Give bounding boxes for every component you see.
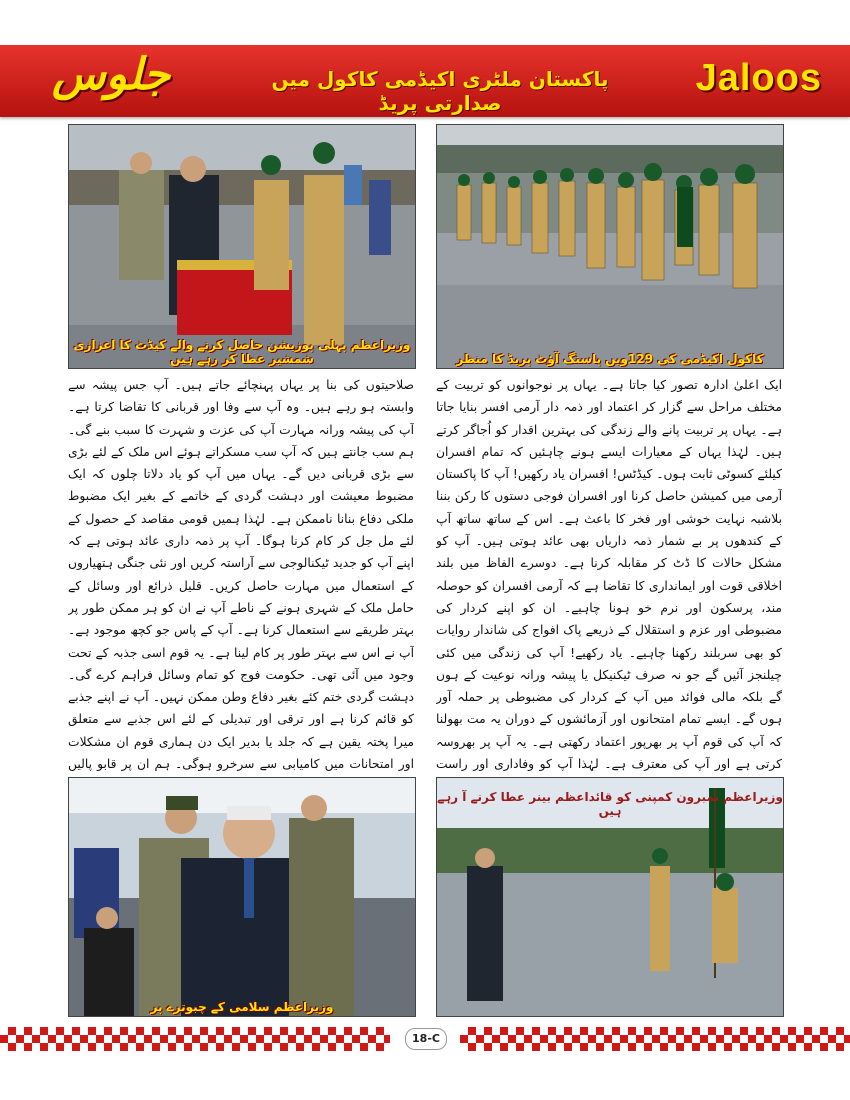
parade-photo xyxy=(436,124,784,369)
article-left-column xyxy=(68,374,414,774)
article-right-column xyxy=(436,374,782,774)
sword-presentation-photo xyxy=(68,124,416,369)
salute-photo xyxy=(68,777,416,1017)
parade-image xyxy=(437,125,783,368)
sword-presentation-image xyxy=(69,125,415,368)
salute-caption: وزیراعظم سلامی کے چبوترے پر xyxy=(150,1000,334,1014)
header-banner xyxy=(0,45,850,117)
parade-caption: کاکول اکیڈمی کی 129ویں پاسنگ آؤٹ پریڈ کا منظر xyxy=(456,352,764,366)
page-title: پاکستان ملٹری اکیڈمی کاکول میں صدارتی پریڈ xyxy=(271,67,609,115)
urdu-logo: جلوس xyxy=(52,49,171,100)
salute-image xyxy=(69,778,415,1016)
checker-pattern-left xyxy=(0,1027,390,1051)
banner-photo xyxy=(436,777,784,1017)
article-right-paragraph: ایک اعلیٰ ادارہ تصور کیا جاتا ہے۔ یہاں پر نوجوانوں کو تربیت کے مختلف مراحل سے گزار کر اعتماد اور ذمہ دار آرمی افسر بنایا جاتا ہے۔ یہاں پر تربیت پانے والے زندگی کی بہترین اقدار کو اُجاگر کرتے ہیں۔ لہٰذا یہاں کے معیارات ایسے ہونے چاہئیں کہ تمام افسران کیلئے کسوٹی ثابت ہوں۔ کیڈٹس! افسران یاد رکھیں! آپ کا پاکستان آرمی میں کمیشن حاصل کرنا اور افسران فوجی دستوں کا رکن بننا بلاشبہ نہایت خوشی اور فخر کا باعث ہے۔ اس کے ساتھ ساتھ آپ کے کندھوں پر بے شمار ذمہ داریاں بھی عائد ہوتی ہیں۔ آپ کو مشکل حالات کا ڈٹ کر مقابلہ کرنا ہے۔ دوسرے الفاظ میں بلند اخلاقی قوت اور ایمانداری کا تقاضا ہے کہ آرمی افسران کو حوصلہ مند، پرسکون اور نرم خو ہونا چاہیے۔ ان کو اپنے کردار کی مضبوطی اور عزم و استقلال کے ذریعے پاک افواج کی شاندار روایات کو بھی سربلند رکھنا چاہیے۔ یاد رکھیے! آپ کی زندگی میں کئی چیلنجز آئیں گے جو نہ صرف ٹیکنیکل یا پیشہ ورانہ نوعیت کے ہوں گے بلکہ مالی فوائد میں آپ کے کردار کی مضبوطی پر حملہ آور ہوں گے۔ ایسے تمام امتحانوں اور آزمائشوں کے دوران یہ مت بھولنا کہ آپ کی قوم آپ پر بھرپور اعتماد رکھتی ہے۔ یہ آپ پر بھروسہ کرتی ہے اور آپ کی معترف ہے۔ لہٰذا آپ کو وفاداری اور راست xyxy=(436,378,782,772)
english-logo: Jaloos xyxy=(695,57,822,99)
checker-pattern-right xyxy=(460,1027,850,1051)
sword-presentation-caption: وزیراعظم پہلی پوزیشن حاصل کرنے والے کیڈٹ کا اعزازی شمشیر عطا کر رہے ہیں xyxy=(73,338,411,366)
page-number: 18-C xyxy=(405,1028,447,1050)
article-left-paragraph-1: صلاحیتوں کی بنا پر یہاں پہنچائے جاتے ہیں۔ آپ جس پیشہ سے وابستہ ہو رہے ہیں۔ وہ آپ سے وفا اور قربانی کا تقاضا کرتا ہے۔ آپ کی پیشہ ورانہ مہارت آپ کی عزت و شہرت کا سبب بنے گی۔ ہم سب جانتے ہیں کہ آپ سب مسکراتے ہوئے اس ملک کے لئے بڑی سے بڑی قربانی دیں گے۔ یہاں میں آپ کو یاد دلاتا چلوں کہ ایک مضبوط معیشت اور دہشت گردی کے خاتمے کے بغیر ایک مضبوط ملکی دفاع بنانا ناممکن ہے۔ لہٰذا ہمیں قومی مقاصد کے حصول کے لئے مل جل کر کام کرنا ہوگا۔ آپ پر ذمہ داری عائد ہوتی ہے کہ اپنے آپ کو جدید ٹیکنالوجی سے آراستہ کریں اور نئی جنگی ہتھیاروں کے استعمال میں مہارت حاصل کریں۔ قلیل ذرائع اور وسائل کے حامل ملک کے شہری ہونے کے ناطے آپ نے ان کو ہر ممکن طور پر بہتر طریقے سے استعمال کرنا ہے۔ آپ کے پاس جو کچھ موجود ہے۔ آپ نے اس سے بہتر طور پر کام لینا ہے۔ یہ قوم اسی جذبہ کے تحت وجود میں آئی تھی۔ حکومت فوج کو تمام وسائل فراہم کرے گی۔ دہشت گردی ختم کئے بغیر دفاع وطن ممکن نہیں۔ آپ نے اپنے جذبے کو قائم کرنا ہے اور ترقی اور تبدیلی کے لئے اس جذبے سے متعلق میرا پختہ یقین ہے کہ جلد یا بدیر ایک دن ہماری قوم ان مشکلات اور امتحانات میں کامیابی سے سرخرو ہوگی۔ ہم ان پر قابو پالیں xyxy=(68,378,414,772)
banner-caption: وزیراعظم نمبرون کمپنی کو قائداعظم بینر عطا کرنے آ رہے ہیں xyxy=(437,790,783,818)
